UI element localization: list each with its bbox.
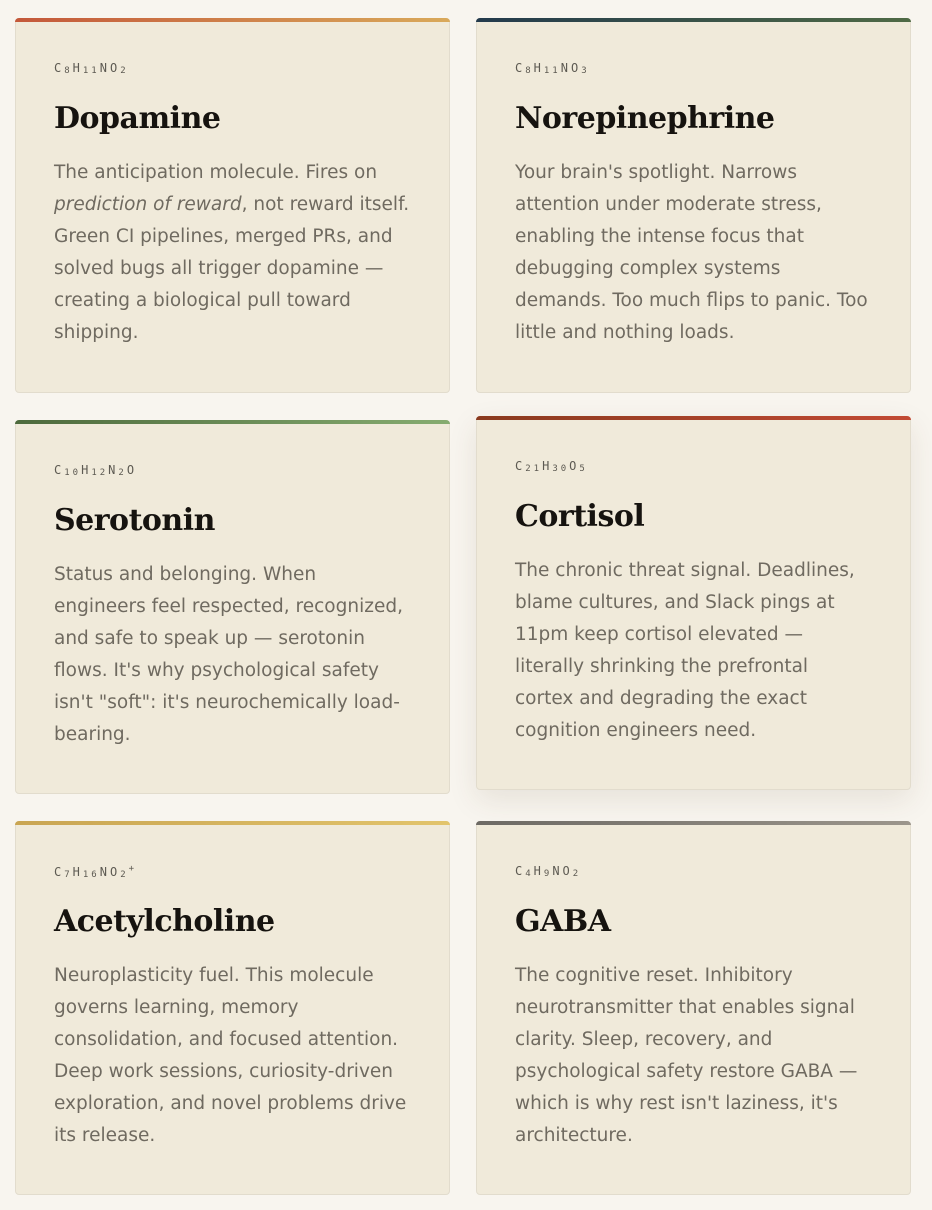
- formula-element: C: [54, 865, 65, 879]
- formula-subscript: 2: [118, 468, 127, 478]
- card-title: Cortisol: [515, 499, 645, 534]
- chemical-formula: [54, 463, 411, 479]
- card-norepinephrine: [476, 18, 911, 393]
- formula-element: C: [515, 61, 526, 75]
- card-description: Neuroplasticity fuel. This molecule governs learning, memory consolidation, and focused attention. Deep work sessions, curiosity-driven exploration, and novel problems drive its release.: [54, 965, 407, 1146]
- formula-element: C: [515, 864, 526, 878]
- accent-bar: [476, 18, 911, 22]
- formula-element: NO: [99, 865, 121, 879]
- formula-element: H: [542, 459, 553, 473]
- card-dopamine: [15, 18, 450, 393]
- formula-element: NO: [560, 61, 582, 75]
- formula-subscript: 11: [543, 66, 561, 76]
- accent-bar: [15, 821, 450, 825]
- formula-subscript: 5: [579, 464, 588, 474]
- chemical-formula: [515, 459, 872, 475]
- card-description: Status and belonging. When engineers feel respected, recognized, and safe to speak up — serotonin flows. It's why psychological safety isn't "soft": it's neurochemically load-bearing.: [54, 564, 403, 745]
- accent-bar: [15, 18, 450, 22]
- formula-element: H: [533, 864, 544, 878]
- formula-element: O: [569, 459, 580, 473]
- formula-element: NO: [99, 61, 121, 75]
- chemical-formula: [54, 864, 411, 880]
- formula-element: N: [108, 463, 119, 477]
- card-description: The anticipation molecule. Fires on prediction of reward, not reward itself. Green CI pipelines, merged PRs, and solved bugs all trigger dopamine — creating a biological pull toward shipping.: [54, 162, 410, 343]
- chemical-formula: [515, 61, 872, 77]
- formula-subscript: 4: [525, 869, 534, 879]
- formula-subscript: 10: [64, 468, 82, 478]
- accent-bar: [476, 821, 911, 825]
- formula-element: C: [515, 459, 526, 473]
- formula-subscript: 2: [120, 66, 129, 76]
- card-description: Your brain's spotlight. Narrows attention under moderate stress, enabling the intense focus that debugging complex systems demands. Too much flips to panic. Too little and nothing loads.: [515, 162, 868, 343]
- chemical-formula: [515, 864, 872, 880]
- formula-element: NO: [552, 864, 573, 878]
- card-title: Acetylcholine: [54, 904, 275, 939]
- card-title: Serotonin: [54, 503, 215, 538]
- formula-element: O: [126, 463, 138, 477]
- formula-element: H: [72, 865, 83, 879]
- emphasis-text: prediction of reward: [54, 194, 242, 215]
- formula-element: H: [533, 61, 544, 75]
- formula-subscript: 16: [82, 870, 100, 880]
- formula-subscript: 8: [525, 66, 534, 76]
- formula-subscript: 21: [525, 464, 543, 474]
- chemical-formula: [54, 61, 411, 77]
- card-gaba: [476, 821, 911, 1195]
- accent-bar: [476, 416, 911, 420]
- formula-subscript: 7: [64, 870, 73, 880]
- formula-subscript: 30: [552, 464, 570, 474]
- card-serotonin: [15, 420, 450, 794]
- formula-subscript: 3: [581, 66, 590, 76]
- card-acetylcholine: [15, 821, 450, 1195]
- card-description: The chronic threat signal. Deadlines, blame cultures, and Slack pings at 11pm keep cortisol elevated — literally shrinking the prefrontal cortex and degrading the exact cognition engineers need.: [515, 560, 855, 741]
- formula-element: H: [72, 61, 83, 75]
- formula-subscript: 8: [64, 66, 73, 76]
- formula-element: C: [54, 463, 65, 477]
- formula-subscript: 2: [120, 870, 129, 880]
- card-cortisol: [476, 416, 911, 790]
- formula-subscript: 2: [572, 869, 582, 879]
- formula-element: H: [81, 463, 92, 477]
- formula-element: C: [54, 61, 65, 75]
- formula-subscript: 11: [82, 66, 100, 76]
- formula-subscript: 12: [91, 468, 109, 478]
- formula-supscript: +: [128, 864, 138, 874]
- card-title: Dopamine: [54, 101, 221, 136]
- formula-subscript: 9: [543, 869, 553, 879]
- accent-bar: [15, 420, 450, 424]
- card-title: Norepinephrine: [515, 101, 775, 136]
- card-title: GABA: [515, 904, 611, 939]
- card-description: The cognitive reset. Inhibitory neurotransmitter that enables signal clarity. Sleep, recovery, and psychological safety restore GABA — which is why rest isn't laziness, it's architecture.: [515, 965, 858, 1146]
